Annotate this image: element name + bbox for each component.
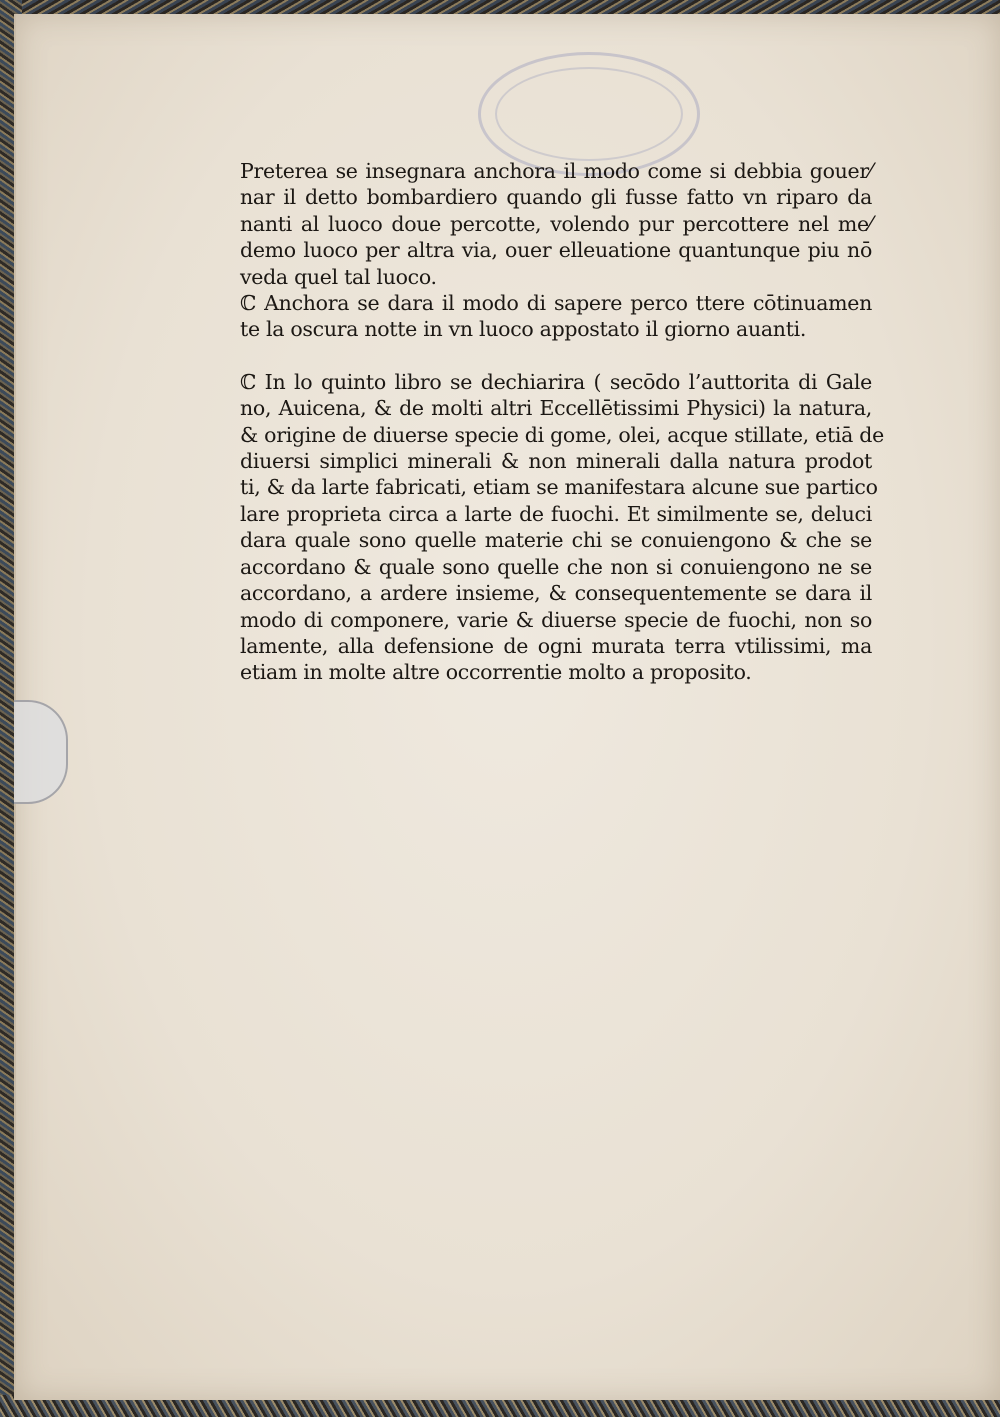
paragraph-1: [240, 158, 872, 290]
text-line: & origine de diuerse specie di gome, olei, acque stillate, etiā de: [240, 422, 884, 447]
text-line: ti, & da larte fabricati, etiam se manifestara alcune sue partico: [240, 475, 878, 500]
paragraph-3: [240, 369, 884, 686]
text-line: veda quel tal luoco.: [240, 264, 437, 289]
text-line: lare proprieta circa a larte de fuochi. Et similmente se, deluci: [240, 501, 872, 526]
text-line: diuersi simplici minerali & non minerali dalla natura prodot: [240, 449, 872, 474]
text-line: lamente, alla defensione de ogni murata terra vtilissimi, ma: [240, 633, 872, 658]
text-line: modo di componere, varie & diuerse specie de fuochi, non so: [240, 607, 872, 632]
text-line: nanti al luoco doue percotte, volendo pur percottere nel me⁄: [240, 211, 872, 236]
text-line: te la oscura notte in vn luoco appostato il giorno auanti.: [240, 317, 807, 342]
text-line: Preterea se insegnara anchora il modo come si debbia gouer⁄: [240, 159, 872, 183]
text-line: dara quale sono quelle materie chi se conuiengono & che se: [240, 528, 872, 553]
text-line: nar il detto bombardiero quando gli fusse fatto vn riparo da: [240, 185, 872, 210]
text-line: demo luoco per altra via, ouer elleuatione quantunque piu nō: [240, 238, 872, 263]
text-line: no, Auicena, & de molti altri Eccellētissimi Physici) la natura,: [240, 396, 872, 421]
printed-text-block: [240, 158, 884, 686]
text-line: ℂ Anchora se dara il modo di sapere perco ttere cōtinuamen: [240, 291, 872, 316]
text-line: accordano, a ardere insieme, & consequentemente se dara il: [240, 581, 872, 606]
text-line: ℂ In lo quinto libro se dechiarira ( secōdo l’auttorita di Gale: [240, 369, 872, 394]
paragraph-2: [240, 290, 872, 343]
text-line: etiam in molte altre occorrentie molto a proposito.: [240, 660, 752, 685]
text-line: accordano & quale sono quelle che non si conuiengono ne se: [240, 554, 872, 579]
